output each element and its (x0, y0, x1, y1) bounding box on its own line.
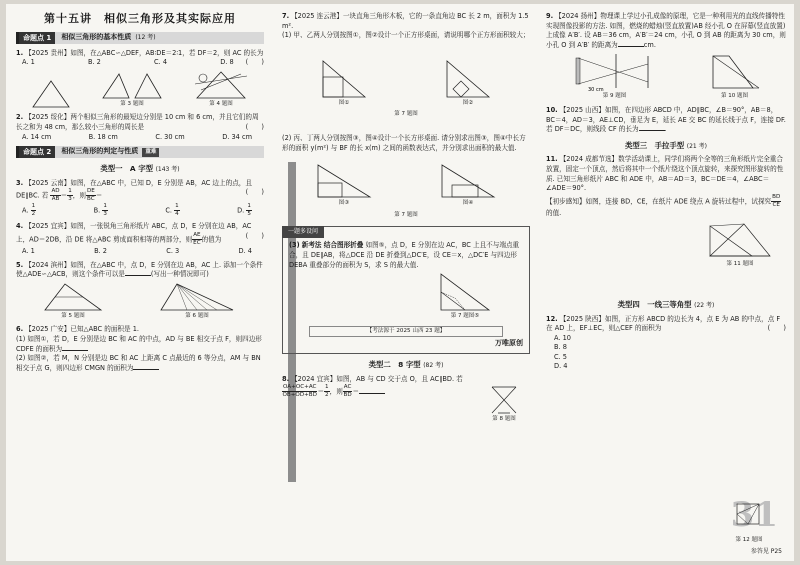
fraction (86, 188, 96, 203)
question-text: 【2025 贵州】如图，在△ABC∽△DEF，AB∶DE＝2∶1，若 DF＝2，则 AC 的长为 (25, 48, 264, 57)
type-meta: (82 考) (423, 361, 444, 369)
equals: ＝ (317, 387, 325, 396)
answer-blank (639, 130, 665, 131)
option-c: C. 4 (154, 58, 168, 67)
fraction (102, 203, 108, 218)
answer-blank (125, 275, 151, 276)
denominator: EC (193, 239, 201, 246)
question-text: ，则 (329, 387, 343, 396)
question-6 (16, 325, 264, 373)
figure-caption: 第 7 题图 (394, 111, 418, 118)
question-7 (282, 12, 530, 220)
answer-blank (618, 46, 644, 47)
figure-row (282, 163, 530, 209)
options (16, 247, 264, 257)
numerator: DE (86, 188, 95, 195)
numerator: 1 (325, 384, 329, 391)
question-12 (546, 315, 786, 373)
option-a: A. 1 (22, 246, 35, 255)
numerator: 1 (31, 203, 36, 210)
denominator: 2 (325, 392, 329, 399)
question-8 (282, 375, 530, 425)
denominator: 3 (68, 196, 72, 203)
question-number: 10. (546, 105, 558, 114)
equals: ＝ (95, 191, 103, 200)
figure-caption: 图③ (338, 200, 350, 207)
figure-caption: 第 10 题图 (721, 93, 748, 100)
question-10: 10. 【2025 山西】如图，在四边形 ABCD 中，AD∥BC，∠B＝90°，AB＝8，BC＝4，AD＝3，AE⊥CD，垂足为 E，延长 AE 交 BC 的延长线于点 F，连接 DF. 若 DF＝DC，则线段 CF 的长为 . (546, 105, 786, 134)
option-d (237, 203, 252, 218)
question-part-1: (1) 甲、乙两人分别按图①，图②设计一个正方形桌面，请说明哪个正方形面积较大； (282, 31, 530, 40)
answer-bracket: ( ) (245, 188, 264, 197)
figure-row (282, 59, 530, 109)
question-3 (16, 179, 264, 219)
question-text: 【2025 宜宾】如图，一张锐角三角形纸片 ABC，点 D，E 分别在边 AB，AC 上，AD＝2DB，沿 DE 将△ABC 剪成面积相等的两部分，则 (16, 222, 252, 244)
type-heading-3 (546, 141, 786, 152)
figure-7-1 (319, 59, 369, 109)
question-text: 【2025 云南】如图，在△ABC 中，已知 D，E 分别是 AB，AC 边上的点，且 DE∥BC. 若 (16, 178, 252, 200)
figure-q12 (724, 502, 774, 545)
denominator: 2 (31, 211, 36, 218)
figure-7-3 (314, 163, 374, 209)
question-1 (16, 49, 264, 110)
option-c: C. 3 (166, 246, 180, 255)
fraction (50, 188, 60, 203)
figure-caption: 图② (462, 99, 474, 106)
figure-q5 (43, 282, 103, 322)
type-label: 类型一 A 字型 (100, 164, 153, 174)
column-left (16, 10, 264, 377)
option-a (22, 203, 36, 218)
question-part-1: 【初步感知】如图，连接 BD，CE，在纸片 ADE 绕点 A 旋转过程中，试探究 (546, 197, 772, 206)
options (16, 203, 264, 218)
figure-7-5 (437, 272, 493, 322)
type-heading-2 (282, 360, 530, 371)
numerator: 1 (247, 203, 251, 210)
figure-caption: 第 4 题图 (209, 100, 233, 107)
question-text: 如图⑤，点 D，E 分别在边 AC，BC 上且不与端点重合，且 DE∥AB，将△DCE 沿 DE 折叠到△DC′E，设 CE＝x，△DC′E 与四边形 DEBA 重叠部分的面积为 S，求 S 的最大值. (289, 241, 520, 269)
answer-bracket: ( ) (245, 231, 264, 240)
denominator: BD (343, 392, 352, 399)
question-text: 【2025 连云港】一块直角三角形木板，它的一条直角边 BC 长 2 m，面积为 1.5 m². (282, 12, 529, 30)
denominator: 4 (175, 211, 179, 218)
figure-q4 (191, 70, 251, 110)
spacer (282, 120, 530, 134)
section-header-2 (16, 146, 264, 158)
denominator: BC (87, 196, 95, 203)
figure-caption: 第 5 题图 (61, 312, 85, 319)
figure-7-2 (443, 59, 493, 109)
question-part-2: (2) 丙、丁两人分别按图③，图④设计一个长方形桌面. 请分别求出图③，图④中长方形的面积 y(m²) 与 BF 的长 x(m) 之间的函数表达式，并分别求出面积的最大值. (282, 133, 526, 152)
equals: ＝ (60, 191, 68, 200)
numerator: 1 (68, 188, 72, 195)
question-text: 【2024 扬州】物理课上学过小孔成像的原理，它是一种利用光的直线传播特性实现图像投影的方法. 如图，燃烧的蜡烛(竖直放置)AB 经小孔 O 在屏幕(竖直放置)上成像 A′B′. 设 AB＝36 cm，A′B′＝24 cm，小孔 O 到 AB 的距离为 30 cm，则小孔 O 到 A′B′ 的距离为 (546, 12, 786, 49)
figure-7-4 (438, 163, 498, 209)
question-number: 4. (16, 222, 24, 231)
question-number: 9. (546, 12, 554, 20)
box-tag: 一题多设问 (282, 226, 324, 238)
figure-caption: 第 7 题图⑤ (450, 313, 480, 320)
fraction (246, 203, 252, 218)
section-label: 相似三角形的判定与性质 (61, 147, 139, 156)
option-a: A. 10 (554, 333, 571, 342)
question-text: 【2024 成都节选】数学活动课上，同学们将两个全等的三角形纸片完全重合放置，固定一个顶点，然后将其中一个纸片绕这个顶点旋转，来探究图形旋转的性质. 已知三角形纸片 ABC 和 ADE 中，AB＝AD＝3，BC＝DE＝4，∠ABC＝∠ADE＝90°. (546, 155, 784, 193)
question-number: 1. (16, 48, 24, 57)
unit: cm. (643, 40, 656, 49)
question-text: 【2025 绥化】两个相似三角形的最短边分别是 10 cm 和 6 cm，并且它们的周长之和为 48 cm，那么较小三角形的周长是 (16, 113, 259, 131)
figure-caption: 图① (338, 99, 350, 106)
option-letter: A. (22, 206, 29, 215)
figure-row (546, 220, 786, 270)
type-heading-1 (16, 164, 264, 175)
option-d: D. 4 (238, 246, 252, 255)
spacer (546, 274, 786, 294)
question-number: 3. (16, 178, 24, 187)
figure-row (16, 282, 264, 322)
question-2 (16, 113, 264, 142)
figure-caption: 图④ (462, 200, 474, 207)
numerator: AD (51, 188, 60, 195)
option-c: C. 30 cm (155, 132, 185, 141)
question-text: (写出一种情况即可) (150, 270, 209, 279)
question-number: 2. (16, 113, 24, 122)
multi-question-box (282, 226, 530, 354)
options (16, 133, 264, 143)
dimension-label: 30 cm (587, 87, 604, 93)
answer-blank (62, 350, 88, 351)
question-number: 7. (282, 12, 290, 20)
answer-bracket: ( ) (767, 324, 786, 333)
options (546, 334, 624, 372)
question-text: 【2024 滨州】如图，在△ABC 中，点 D，E 分别在边 AB，AC 上. 添加一个条件使△ADE∽△ACB，则这个条件可以是 (16, 260, 263, 279)
option-a: A. 1 (22, 58, 35, 67)
option-letter: B. (93, 206, 101, 215)
figure-q3 (99, 70, 165, 110)
question-9 (546, 12, 786, 102)
type-label: 类型二 8 字型 (368, 359, 421, 369)
denominator: 3 (103, 211, 107, 218)
numerator: AE (193, 231, 201, 238)
type-heading-4 (546, 300, 786, 311)
option-b: B. 2 (87, 58, 101, 67)
option-b (94, 203, 108, 218)
options (16, 58, 246, 68)
fraction (343, 384, 353, 399)
question-text: 的值. (546, 208, 562, 217)
question-11 (546, 155, 786, 270)
type-meta: (22 考) (694, 301, 715, 309)
question-text: 【2024 宜宾】如图，AB 与 CD 交于点 O，且 AC∥BD. 若 (291, 374, 463, 383)
figure-q6 (157, 282, 237, 322)
numerator: 1 (103, 203, 107, 210)
figure-caption: 第 3 题图 (120, 100, 144, 107)
column-middle (282, 10, 530, 429)
question-text: 的值为 (201, 235, 222, 244)
type-meta: (143 考) (155, 166, 180, 174)
section-tag: 命题点 2 (19, 146, 55, 158)
figure-row (16, 70, 264, 110)
answer-reference: 参答见 P25 (750, 548, 782, 555)
denominator: CE (772, 201, 780, 208)
answer-blank (133, 369, 159, 370)
brand-label: 万唯原创 (495, 339, 523, 348)
figure-q8 (484, 385, 524, 425)
source-note: 【考法源于 2025 山西 23 题】 (309, 326, 503, 338)
figure-row (546, 52, 786, 102)
fraction (174, 203, 180, 218)
option-d: D. 34 cm (222, 132, 252, 141)
question-text: 【2025 陕西】如图，正方形 ABCD 的边长为 4，点 E 为 AB 的中点，点 F 在 AD 上，EF⊥EC，则△CEF 的面积为 (546, 314, 781, 333)
answer-blank (359, 393, 385, 394)
type-meta: (21 考) (686, 142, 707, 150)
section-tag: 命题点 1 (19, 32, 55, 44)
denominator: AB (51, 196, 60, 203)
numerator: 1 (175, 203, 179, 210)
question-number: 6. (16, 325, 24, 334)
option-b: B. 18 cm (88, 132, 118, 141)
figure-q1 (29, 79, 73, 109)
question-number: 8. (282, 374, 290, 383)
figure-caption: 第 7 题图 (394, 211, 418, 218)
question-part-2: (2) 如图②，若 M，N 分别是边 BC 和 AC 上距离 C 点最近的 6 等分点，AM 与 BN 相交于点 G，则四边形 CMGN 的面积为 (16, 354, 261, 372)
question-text: ，则 (72, 191, 86, 200)
question-4 (16, 222, 264, 256)
figure-caption: 第 6 题图 (185, 312, 209, 319)
question-text: 【2025 山西】如图，在四边形 ABCD 中，AD∥BC，∠B＝90°，AB＝8，BC＝4，AD＝3，AE⊥CD，垂足为 E，延长 AE 交 BC 的延长线于点 F，连接 DF. 若 DF＝DC，则线段 CF 的长为 (546, 105, 786, 134)
figure-caption: 第 9 题图 (602, 93, 627, 100)
option-c (165, 203, 179, 218)
answer-bracket: ( ) (245, 58, 264, 67)
denominator: 5 (247, 211, 251, 218)
column-right (546, 10, 786, 376)
figure-caption: 第 11 题图 (726, 261, 754, 268)
type-label: 类型四 一线三等角型 (617, 299, 692, 309)
numerator: BD (772, 193, 781, 200)
option-b: B. 2 (94, 246, 107, 255)
option-d: D. 8 (220, 58, 234, 67)
figure-row (289, 272, 523, 322)
numerator: AC (343, 384, 352, 391)
question-5 (16, 261, 264, 322)
figure-q10 (707, 52, 763, 102)
question-number: 12. (546, 314, 558, 323)
fraction (192, 232, 201, 247)
denominator: OB+OD+BD (282, 392, 317, 399)
figure-caption: 第 8 题图 (492, 416, 516, 423)
question-text: 【2025 广安】已知△ABC 的面积是 1. (25, 325, 139, 334)
equals: ＝ (352, 387, 360, 396)
fraction (31, 203, 37, 218)
option-letter: C. (165, 206, 173, 215)
question-number: 5. (16, 260, 24, 269)
question-number: (3) (289, 241, 300, 250)
question-part-1: (1) 如图①，若 D，E 分别是边 BC 和 AC 的中点，AD 与 BE 相交于点 F，则四边形 CDFE 的面积为 (16, 334, 262, 353)
figure-q11 (704, 220, 776, 270)
option-c: C. 5 (554, 352, 567, 361)
figure-caption: 第 12 题图 (735, 537, 763, 543)
section-meta: (12 考) (135, 33, 156, 41)
answer-bracket: ( ) (245, 122, 264, 131)
figure-q9 (570, 52, 660, 102)
page-title: 第十五讲 相似三角形及其实际应用 (44, 12, 236, 25)
question-number: 11. (546, 155, 558, 164)
fraction (282, 384, 317, 399)
option-b: B. 8 (554, 343, 567, 352)
page-number: 31 (730, 495, 778, 535)
section-label: 相似三角形的基本性质 (61, 32, 132, 41)
worksheet-page (6, 4, 794, 561)
option-letter: D. (237, 206, 245, 215)
difficulty-badge: 重难 (142, 148, 159, 157)
section-header-1 (16, 32, 264, 44)
new-method-label: 新考法 结合图形折叠 (301, 241, 364, 250)
type-label: 类型三 手拉手型 (625, 140, 685, 150)
numerator: OA+OC+AC (283, 384, 317, 391)
option-a: A. 14 cm (22, 132, 52, 141)
option-d: D. 4 (554, 362, 568, 371)
fraction (771, 194, 781, 209)
